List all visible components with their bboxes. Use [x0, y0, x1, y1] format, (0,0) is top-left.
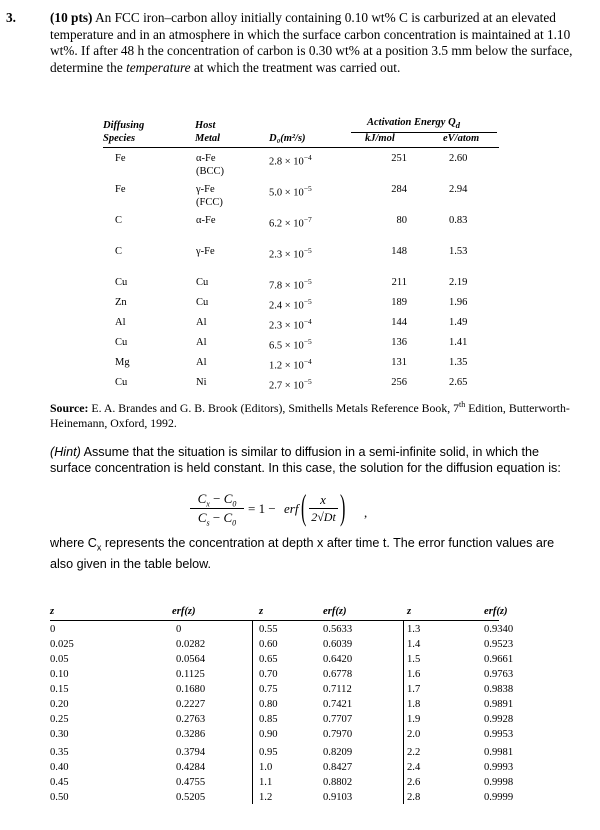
diffusion-row-d0-exponent: −5 [303, 246, 312, 255]
hint-label: (Hint) [50, 445, 81, 459]
diffusion-row-d0-exponent: −4 [303, 317, 312, 326]
erf-divider-2 [403, 620, 404, 804]
problem-emphasis: temperature [126, 59, 191, 75]
erf-z-value: 2.6 [407, 777, 421, 788]
hint-text: Assume that the situation is similar to diffusion in a semi-infinite solid, in which the surface concentration is held constant. In this case, the solution for the diffusion equation is: [50, 445, 561, 475]
equation-denominator [188, 510, 246, 528]
diffusion-row-host: Al [196, 357, 207, 368]
where-text-a: where C [50, 536, 97, 550]
erf-z-value: 0.50 [50, 792, 69, 803]
diffusion-row-ev: 0.83 [449, 215, 468, 226]
diffusion-row-d0 [269, 337, 312, 352]
diffusion-row-kj: 284 [391, 184, 407, 195]
erf-value: 0.2763 [176, 714, 206, 725]
diffusion-row-host-structure: (BCC) [196, 166, 225, 177]
problem-number: 3. [6, 10, 16, 25]
diffusion-row-d0-mantissa: 2.3 × 10 [269, 249, 304, 261]
diffusion-row-d0-mantissa: 5.0 × 10 [269, 187, 304, 199]
diffusion-row-species: Al [115, 317, 126, 328]
erf-value: 0.9999 [484, 792, 514, 803]
diffusion-row-host-structure: (FCC) [196, 197, 223, 208]
erf-value: 0.7112 [323, 684, 352, 695]
diffusion-row-ev: 2.60 [449, 153, 468, 164]
erf-z-value: 1.1 [259, 777, 273, 788]
erf-z-value: 0.75 [259, 684, 278, 695]
erf-value: 0.4284 [176, 762, 206, 773]
erf-value: 0.9103 [323, 792, 353, 803]
header-activation-sub: d [455, 120, 461, 131]
erf-value: 0.7970 [323, 729, 353, 740]
eq-den-right: C [223, 510, 233, 525]
erf-z-value: 1.6 [407, 669, 421, 680]
diffusion-row-d0-mantissa: 7.8 × 10 [269, 280, 304, 292]
diffusion-row-d0 [269, 246, 312, 261]
erf-value: 0.0282 [176, 639, 206, 650]
source-citation [50, 397, 570, 431]
diffusion-row-ev: 1.53 [449, 246, 468, 257]
header-host-line2: Metal [195, 133, 221, 144]
diffusion-row-d0 [269, 317, 312, 332]
diffusion-row-species: Zn [115, 297, 127, 308]
header-kj-mol: kJ/mol [365, 133, 395, 144]
diffusion-row-kj: 144 [391, 317, 407, 328]
eq-den-left: C [197, 510, 207, 525]
diffusion-row-host: Al [196, 337, 207, 348]
erf-header-z2: z [259, 606, 264, 617]
eq-den-minus: − [209, 510, 224, 525]
erf-z-value: 1.8 [407, 699, 421, 710]
diffusion-row-d0-exponent: −4 [303, 153, 312, 162]
erf-z-value: 0.30 [50, 729, 69, 740]
source-text-a: E. A. Brandes and G. B. Brook (Editors), Smithells Metals Reference Book, 7 [88, 400, 460, 415]
diffusion-row-species: Fe [115, 153, 126, 164]
erf-z-value: 0.40 [50, 762, 69, 773]
erf-z-value: 0.05 [50, 654, 69, 665]
header-species-line2: Species [103, 133, 136, 144]
diffusion-row-d0-exponent: −5 [303, 377, 312, 386]
erf-z-value: 0.80 [259, 699, 278, 710]
diffusion-row-ev: 2.65 [449, 377, 468, 388]
erf-z-value: 0.10 [50, 669, 69, 680]
diffusion-row-ev: 2.19 [449, 277, 468, 288]
diffusion-row-d0 [269, 377, 312, 392]
equation-left-paren: ( [301, 487, 307, 527]
erf-header-z3: z [407, 606, 412, 617]
erf-value: 0.0564 [176, 654, 206, 665]
equation-right-paren: ) [340, 487, 346, 527]
diffusion-row-host: γ-Fe [196, 246, 215, 257]
diffusion-row-kj: 131 [391, 357, 407, 368]
equation-arg-bar [309, 508, 338, 509]
diffusion-row-ev: 1.49 [449, 317, 468, 328]
erf-value: 0.7707 [323, 714, 353, 725]
diffusion-row-d0 [269, 277, 312, 292]
equation-fraction-bar [190, 508, 244, 509]
header-rule [103, 147, 499, 148]
erf-value: 0.8802 [323, 777, 353, 788]
erf-z-value: 1.5 [407, 654, 421, 665]
erf-value: 0.9981 [484, 747, 514, 758]
diffusion-row-d0-exponent: −5 [303, 337, 312, 346]
erf-value: 0.9523 [484, 639, 514, 650]
erf-value: 0.6778 [323, 669, 353, 680]
diffusion-row-kj: 251 [391, 153, 407, 164]
erf-z-value: 1.4 [407, 639, 421, 650]
erf-z-value: 0.90 [259, 729, 278, 740]
diffusion-row-kj: 136 [391, 337, 407, 348]
erf-z-value: 0 [50, 624, 56, 635]
diffusion-row-kj: 189 [391, 297, 407, 308]
diffusion-row-kj: 256 [391, 377, 407, 388]
where-sub: x [96, 542, 102, 553]
erf-z-value: 0.45 [50, 777, 69, 788]
erf-value: 0.9763 [484, 669, 514, 680]
diffusion-row-species: Cu [115, 377, 128, 388]
erf-value: 0.8427 [323, 762, 353, 773]
eq-num-left: C [197, 491, 207, 506]
diffusion-row-ev: 1.35 [449, 357, 468, 368]
eq-num-right-sub: 0 [232, 499, 237, 509]
erf-value: 0.9838 [484, 684, 514, 695]
erf-header-rule [50, 620, 499, 621]
source-text-b: Edition, Butterworth-Heinemann, Oxford, 1992. [50, 400, 570, 430]
diffusion-row-d0-mantissa: 2.4 × 10 [269, 300, 304, 312]
equation-comma: , [364, 505, 368, 520]
erf-value: 0.2227 [176, 699, 206, 710]
header-host-line1: Host [195, 120, 216, 131]
diffusion-row-d0-exponent: −5 [303, 184, 312, 193]
erf-header-z1: z [50, 606, 55, 617]
diffusion-row-host: Cu [196, 277, 209, 288]
erf-z-value: 0.70 [259, 669, 278, 680]
erf-header-erf2: erf(z) [323, 606, 347, 617]
equation-arg-numerator: x [320, 492, 326, 507]
diffusion-row-kj: 211 [391, 277, 407, 288]
erf-z-value: 0.35 [50, 747, 69, 758]
erf-value: 0.9661 [484, 654, 514, 665]
erf-value: 0.1125 [176, 669, 205, 680]
problem-statement [6, 10, 576, 76]
diffusion-row-ev: 1.41 [449, 337, 468, 348]
erf-z-value: 0.15 [50, 684, 69, 695]
header-ev-atom: eV/atom [443, 133, 480, 144]
problem-text-b: at which the treatment was carried out. [190, 59, 401, 75]
problem-text [50, 10, 576, 76]
hint-paragraph [50, 444, 580, 476]
where-paragraph [50, 535, 580, 572]
erf-value: 0 [176, 624, 182, 635]
diffusion-row-species: Fe [115, 184, 126, 195]
diffusion-row-d0-mantissa: 2.8 × 10 [269, 156, 304, 168]
eq-den-left-sub: s [206, 518, 210, 528]
erf-z-value: 0.025 [50, 639, 74, 650]
header-activation-label: Activation Energy Q [367, 117, 456, 128]
erf-z-value: 2.4 [407, 762, 421, 773]
erf-z-value: 0.95 [259, 747, 278, 758]
equation-numerator [188, 491, 246, 509]
diffusion-row-host: Cu [196, 297, 209, 308]
diffusion-row-d0 [269, 357, 312, 372]
erf-z-value: 0.55 [259, 624, 278, 635]
eq-num-left-sub: x [206, 499, 210, 509]
diffusion-row-kj: 148 [391, 246, 407, 257]
eq-num-minus: − [209, 491, 224, 506]
erf-value: 0.9928 [484, 714, 514, 725]
erf-value: 0.3286 [176, 729, 206, 740]
diffusion-row-d0 [269, 184, 312, 199]
erf-z-value: 0.20 [50, 699, 69, 710]
erf-value: 0.9891 [484, 699, 514, 710]
source-sup: th [459, 400, 466, 409]
erf-value: 0.6420 [323, 654, 353, 665]
diffusion-row-d0-mantissa: 2.7 × 10 [269, 380, 304, 392]
header-species-line1: Diffusing [103, 120, 145, 131]
problem-points: (10 pts) [50, 10, 93, 25]
diffusion-row-d0-mantissa: 6.2 × 10 [269, 218, 304, 230]
erf-header-erf3: erf(z) [484, 606, 508, 617]
where-text-b: represents the concentration at depth x after time t. The error function values are also given in the table below. [50, 536, 555, 571]
erf-value: 0.7421 [323, 699, 353, 710]
diffusion-row-species: Cu [115, 277, 128, 288]
erf-z-value: 0.60 [259, 639, 278, 650]
diffusion-row-d0-mantissa: 1.2 × 10 [269, 360, 304, 372]
diffusion-row-species: C [115, 215, 123, 226]
equation-equals: = 1 − [248, 501, 276, 516]
diffusion-row-host: Al [196, 317, 207, 328]
diffusion-row-species: Mg [115, 357, 130, 368]
equation-erf: erf [284, 501, 299, 516]
erf-z-value: 1.3 [407, 624, 421, 635]
erf-value: 0.6039 [323, 639, 353, 650]
diffusion-row-d0-mantissa: 2.3 × 10 [269, 320, 304, 332]
erf-value: 0.9993 [484, 762, 514, 773]
diffusion-row-host: α-Fe [196, 153, 216, 164]
header-d0: D₀(m²/s) [269, 133, 306, 144]
erf-z-value: 2.0 [407, 729, 421, 740]
diffusion-row-d0-exponent: −7 [303, 215, 312, 224]
erf-value: 0.5205 [176, 792, 206, 803]
erf-z-value: 1.9 [407, 714, 421, 725]
source-label: Source: [50, 400, 89, 415]
diffusion-row-host: Ni [196, 377, 207, 388]
diffusion-row-species: Cu [115, 337, 128, 348]
diffusion-row-host: α-Fe [196, 215, 216, 226]
diffusion-row-kj: 80 [396, 215, 407, 226]
erf-value: 0.4755 [176, 777, 206, 788]
problem-text-a: An FCC iron–carbon alloy initially containing 0.10 wt% C is carburized at an elevated temperature and in an atmosphere in which the surface carbon concentration is maintained at 1.10 wt%. If after 48 h the concentration of carbon is 0.30 wt% at a position 3.5 mm below the surface, determine the [50, 10, 573, 75]
erf-value: 0.8209 [323, 747, 353, 758]
erf-z-value: 1.2 [259, 792, 273, 803]
erf-z-value: 0.25 [50, 714, 69, 725]
erf-value: 0.5633 [323, 624, 353, 635]
equation-arg-denominator: 2√Dt [311, 510, 336, 524]
erf-z-value: 1.7 [407, 684, 421, 695]
diffusion-row-ev: 1.96 [449, 297, 468, 308]
diffusion-row-species: C [115, 246, 123, 257]
erf-value: 0.1680 [176, 684, 206, 695]
diffusion-row-d0-exponent: −5 [303, 277, 312, 286]
erf-value: 0.9998 [484, 777, 514, 788]
header-activation-energy [367, 117, 460, 130]
diffusion-row-d0 [269, 153, 312, 168]
erf-z-value: 0.65 [259, 654, 278, 665]
diffusion-row-d0 [269, 215, 312, 230]
diffusion-row-d0-mantissa: 6.5 × 10 [269, 340, 304, 352]
erf-z-value: 2.8 [407, 792, 421, 803]
diffusion-row-host: γ-Fe [196, 184, 215, 195]
erf-z-value: 0.85 [259, 714, 278, 725]
erf-z-value: 1.0 [259, 762, 273, 773]
erf-value: 0.3794 [176, 747, 206, 758]
erf-divider-1 [252, 620, 253, 804]
diffusion-row-d0-exponent: −5 [303, 297, 312, 306]
eq-den-right-sub: 0 [232, 518, 237, 528]
erf-value: 0.9953 [484, 729, 514, 740]
eq-num-right: C [223, 491, 233, 506]
erf-value: 0.9340 [484, 624, 514, 635]
diffusion-row-d0 [269, 297, 312, 312]
erf-header-erf1: erf(z) [172, 606, 196, 617]
erf-z-value: 2.2 [407, 747, 421, 758]
diffusion-row-d0-exponent: −4 [303, 357, 312, 366]
diffusion-row-ev: 2.94 [449, 184, 468, 195]
